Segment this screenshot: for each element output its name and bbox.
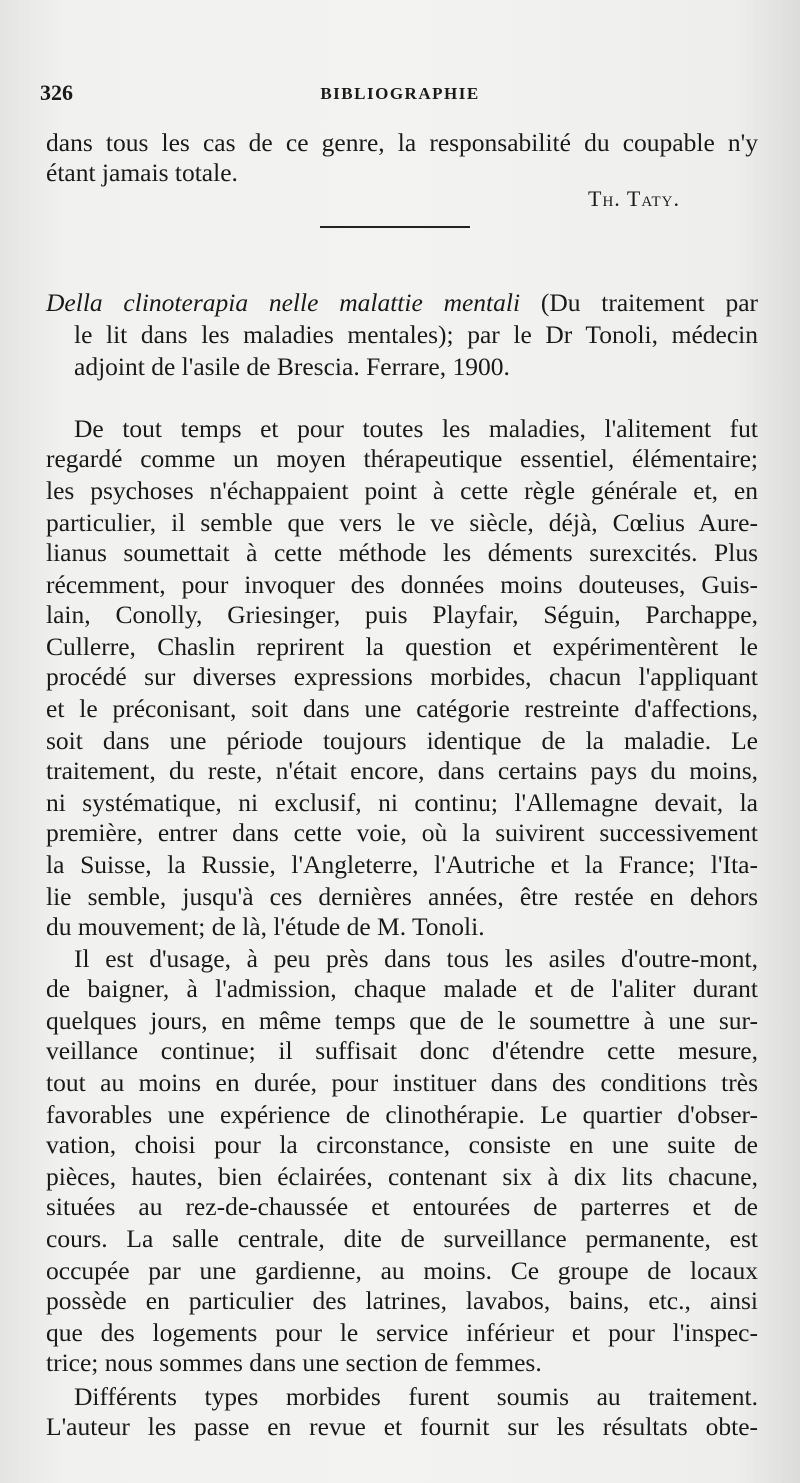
review-title-rest: (Du traitement par	[520, 288, 758, 317]
text-line: occupée par une gardienne, au moins. Ce groupe de locaux	[46, 1256, 758, 1285]
text-line: traitement, du reste, n'était encore, dans certains pays du moins,	[46, 756, 758, 785]
text-line: De tout temps et pour toutes les maladies, l'alitement fut	[74, 414, 758, 443]
text-line: première, entrer dans cette voie, où la suivirent successivement	[46, 818, 758, 847]
text-line: particulier, il semble que vers le ve siècle, déjà, Cœlius Aure-	[46, 508, 758, 537]
text-line: les psychoses n'échappaient point à cette règle générale et, en	[46, 476, 758, 505]
reviewer-signature: Th. Taty.	[588, 186, 680, 211]
text-line: lianus soumettait à cette méthode les déments surexcités. Plus	[46, 538, 758, 567]
text-line: soit dans une période toujours identique de la maladie. Le	[46, 726, 758, 755]
text-line: que des logements pour le service inférieur et pour l'inspec-	[46, 1318, 758, 1347]
section-divider	[320, 226, 470, 228]
text-line: la Suisse, la Russie, l'Angleterre, l'Autriche et la France; l'Ita-	[46, 850, 758, 879]
text-line: procédé sur diverses expressions morbides, chacun l'appliquant	[46, 662, 758, 691]
review-title-line: adjoint de l'asile de Brescia. Ferrare, 1900.	[74, 352, 510, 381]
running-head: BIBLIOGRAPHIE	[320, 84, 480, 103]
text-line: lie semble, jusqu'à ces dernières années, être restée en dehors	[46, 882, 758, 911]
text-line: Différents types morbides furent soumis au traitement.	[74, 1382, 758, 1411]
page-header	[40, 80, 760, 110]
review-title-italic: Della clinoterapia nelle malattie mentali	[46, 288, 521, 317]
text-line: pièces, hautes, bien éclairées, contenant six à dix lits chacune,	[46, 1162, 758, 1191]
text-line: Cullerre, Chaslin reprirent la question et expérimentèrent le	[46, 632, 758, 661]
text-line: favorables une expérience de clinothérapie. Le quartier d'obser-	[46, 1100, 758, 1129]
text-line: récemment, pour invoquer des données moins douteuses, Guis-	[46, 570, 758, 599]
text-line: quelques jours, en même temps que de le soumettre à une sur-	[46, 1006, 758, 1035]
text-line: dans tous les cas de ce genre, la responsabilité du coupable n'y	[46, 128, 758, 157]
text-line: regardé comme un moyen thérapeutique essentiel, élémentaire;	[46, 444, 758, 473]
review-title-line: le lit dans les maladies mentales); par le Dr Tonoli, médecin	[74, 320, 758, 349]
text-line: de baigner, à l'admission, chaque malade et de l'aliter durant	[46, 974, 758, 1003]
text-line: lain, Conolly, Griesinger, puis Playfair, Séguin, Parchappe,	[46, 600, 758, 629]
text-line: cours. La salle centrale, dite de surveillance permanente, est	[46, 1224, 758, 1253]
text-line: étant jamais totale.	[46, 158, 238, 187]
text-line: tout au moins en durée, pour instituer dans des conditions très	[46, 1068, 758, 1097]
text-line: du mouvement; de là, l'étude de M. Tonoli.	[46, 912, 485, 941]
text-line: vation, choisi pour la circonstance, consiste en une suite de	[46, 1130, 758, 1159]
text-line: trice; nous sommes dans une section de femmes.	[46, 1348, 542, 1377]
text-line: et le préconisant, soit dans une catégorie restreinte d'affections,	[46, 694, 758, 723]
text-line: L'auteur les passe en revue et fournit sur les résultats obte-	[46, 1412, 758, 1441]
text-line: ni systématique, ni exclusif, ni continu; l'Allemagne devait, la	[46, 788, 758, 817]
text-line: possède en particulier des latrines, lavabos, bains, etc., ainsi	[46, 1286, 758, 1315]
review-title-line	[46, 288, 758, 318]
text-line: Il est d'usage, à peu près dans tous les asiles d'outre-mont,	[74, 944, 758, 973]
text-line: situées au rez-de-chaussée et entourées de parterres et de	[46, 1192, 758, 1221]
text-line: veillance continue; il suffisait donc d'étendre cette mesure,	[46, 1036, 758, 1065]
page-number: 326	[40, 80, 73, 105]
